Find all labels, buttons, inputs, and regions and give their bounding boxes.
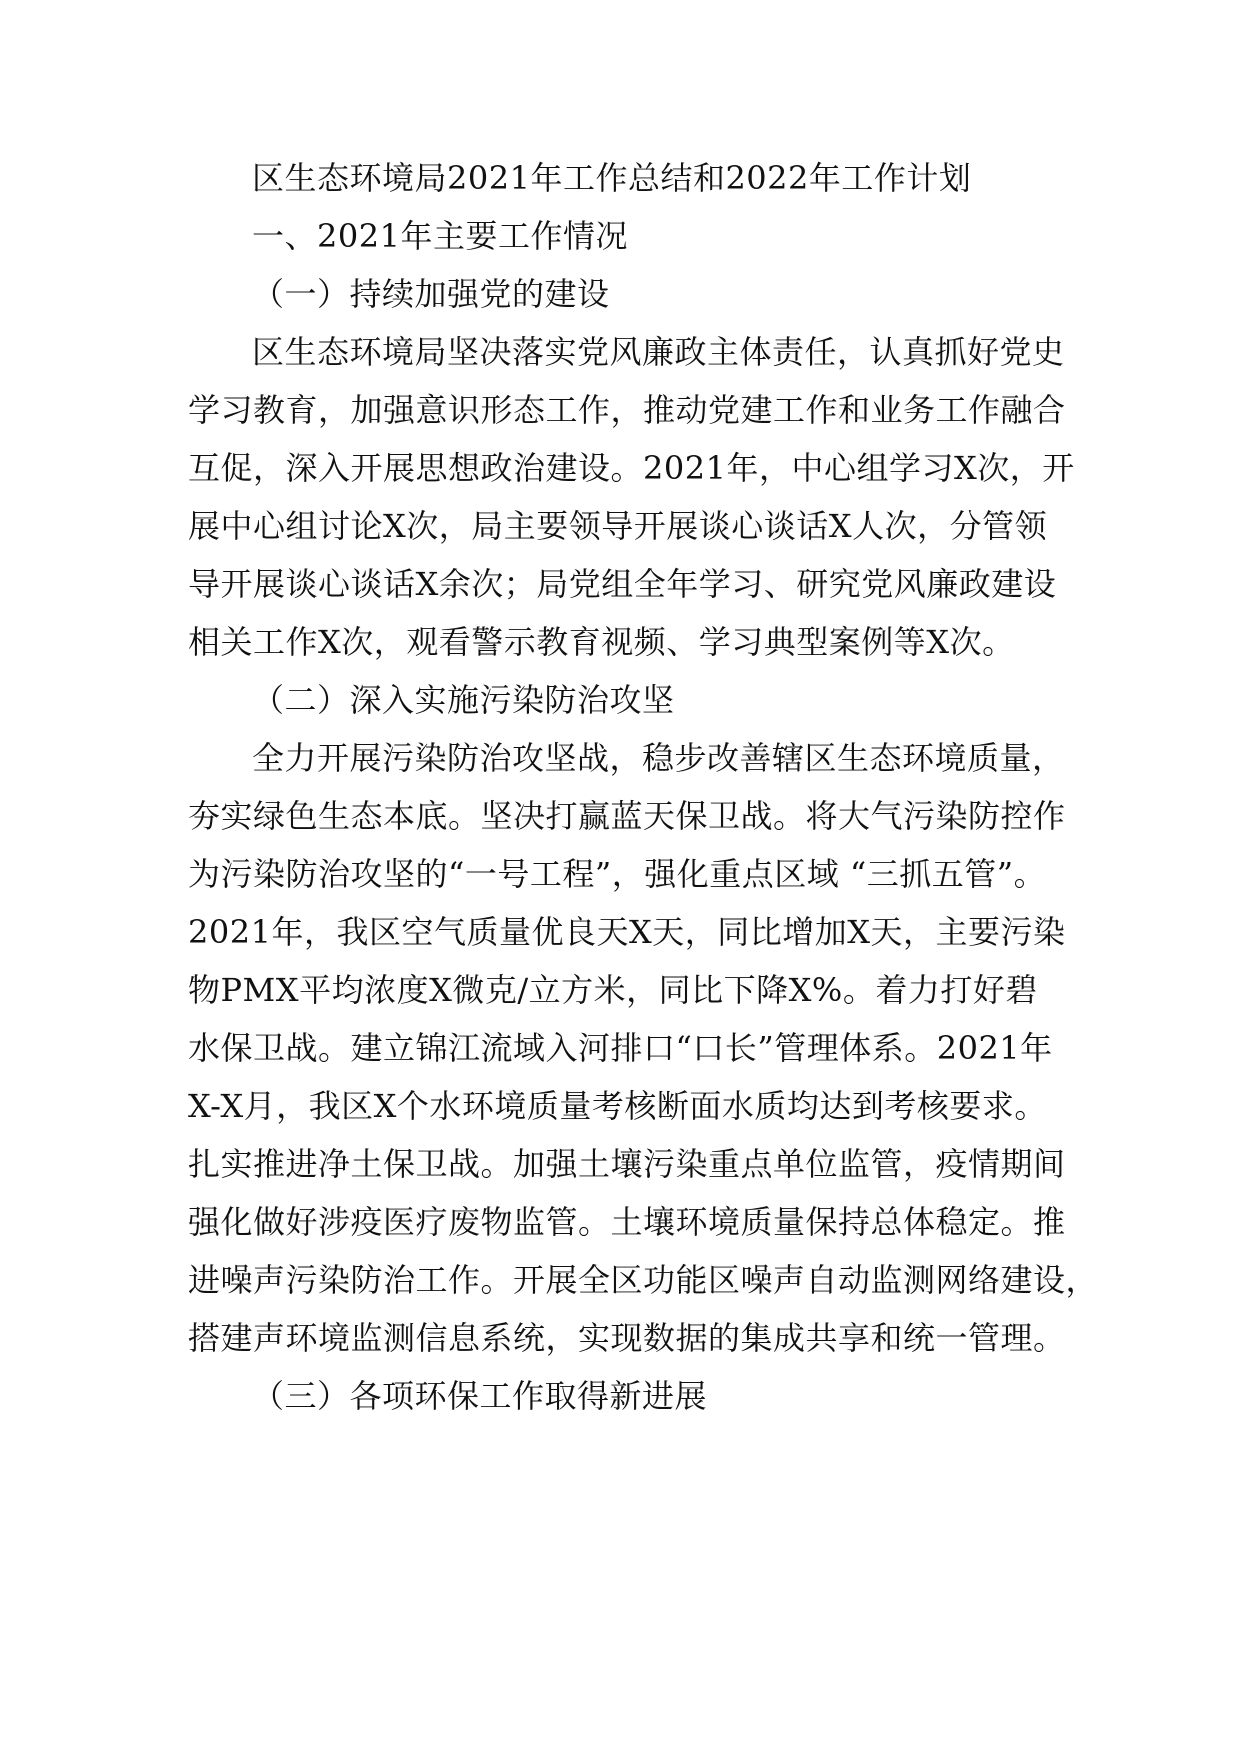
paragraph-line: 学习教育，加强意识形态工作，推动党建工作和业务工作融合 bbox=[188, 391, 1066, 429]
paragraph-line: 导开展谈心谈话X余次；局党组全年学习、研究党风廉政建设 bbox=[188, 565, 1057, 603]
paragraph-line: X-X月，我区X个水环境质量考核断面水质均达到考核要求。 bbox=[188, 1087, 1047, 1125]
section-heading-1: （一）持续加强党的建设 bbox=[252, 275, 610, 313]
paragraph-line: 互促，深入开展思想政治建设。2021年，中心组学习X次，开 bbox=[188, 449, 1075, 487]
paragraph-line: 2021年，我区空气质量优良天X天，同比增加X天，主要污染 bbox=[188, 913, 1066, 951]
paragraph-line: 展中心组讨论X次，局主要领导开展谈心谈话X人次，分管领 bbox=[188, 507, 1048, 545]
paragraph-line: 进噪声污染防治工作。开展全区功能区噪声自动监测网络建设， bbox=[188, 1261, 1099, 1299]
paragraph-line: 区生态环境局坚决落实党风廉政主体责任，认真抓好党史 bbox=[252, 333, 1065, 371]
paragraph-line: 物PMX平均浓度X微克/立方米，同比下降X%。着力打好碧 bbox=[188, 971, 1038, 1009]
section-heading-2: （二）深入实施污染防治攻坚 bbox=[252, 681, 675, 719]
section-heading-3: （三）各项环保工作取得新进展 bbox=[252, 1377, 708, 1415]
paragraph-line: 扎实推进净土保卫战。加强土壤污染重点单位监管，疫情期间 bbox=[188, 1145, 1066, 1183]
document-title: 区生态环境局2021年工作总结和2022年工作计划 bbox=[252, 159, 972, 197]
paragraph-line: 水保卫战。建立锦江流域入河排口“口长”管理体系。2021年 bbox=[188, 1029, 1053, 1067]
paragraph-line: 全力开展污染防治攻坚战，稳步改善辖区生态环境质量， bbox=[252, 739, 1065, 777]
heading-level-1: 一、2021年主要工作情况 bbox=[252, 217, 628, 255]
paragraph-line: 为污染防治攻坚的“一号工程”，强化重点区域 “三抓五管”。 bbox=[188, 855, 1047, 893]
paragraph-line: 搭建声环境监测信息系统，实现数据的集成共享和统一管理。 bbox=[188, 1319, 1066, 1357]
paragraph-line: 强化做好涉疫医疗废物监管。土壤环境质量保持总体稳定。推 bbox=[188, 1203, 1066, 1241]
paragraph-line: 夯实绿色生态本底。坚决打赢蓝天保卫战。将大气污染防控作 bbox=[188, 797, 1066, 835]
paragraph-line: 相关工作X次，观看警示教育视频、学习典型案例等X次。 bbox=[188, 623, 1015, 661]
